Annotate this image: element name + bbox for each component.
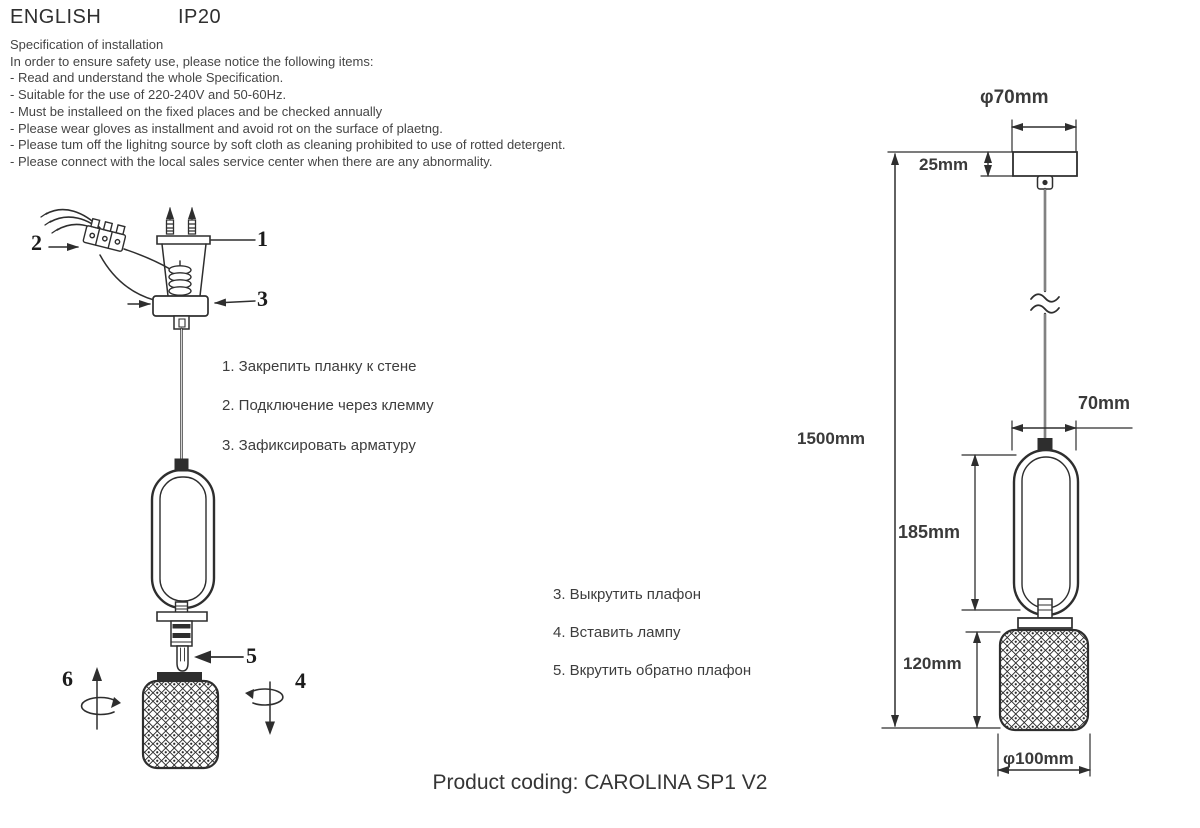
unscrew-rotation-arrow xyxy=(82,667,121,729)
canopy-drawing xyxy=(153,296,208,316)
product-coding: Product coding: CAROLINA SP1 V2 xyxy=(432,771,768,794)
leader-arrow-5 xyxy=(194,651,243,664)
bulb-instruction-5: 5. Вкрутить обратно плафон xyxy=(553,662,752,679)
callout-5-bulb: 5 xyxy=(246,643,257,668)
mount-instruction-1: 1. Закрепить планку к стене xyxy=(222,358,417,375)
specification-block xyxy=(10,37,565,171)
leader-line-3 xyxy=(215,301,255,303)
mount-instruction-2: 2. Подключение через клемму xyxy=(222,397,434,414)
spec-title: Specification of installation xyxy=(10,37,164,52)
frame-ring-side-view xyxy=(1014,438,1078,615)
dim-frame-height xyxy=(962,455,1020,610)
socket-assembly-drawing xyxy=(157,602,207,646)
label-total-height: 1500mm xyxy=(797,429,866,448)
label-frame-width: 70mm xyxy=(1078,393,1131,413)
dim-canopy-height xyxy=(981,152,1013,176)
callout-6-unscrew: 6 xyxy=(62,666,73,691)
bulb-instruction-4: 4. Вставить лампу xyxy=(553,624,681,641)
spec-item: - Suitable for the use of 220-240V and 50-60Hz. xyxy=(10,87,287,103)
spec-item: - Please wear gloves as installment and avoid rot on the surface of plaetng. xyxy=(10,120,443,136)
canopy-side-view xyxy=(1013,152,1077,176)
socket-side-view xyxy=(1018,599,1072,628)
callout-1-bracket: 1 xyxy=(257,226,268,251)
shade-drawing xyxy=(143,672,218,768)
cable-side-view xyxy=(1031,176,1059,438)
dim-shade-height xyxy=(966,632,1000,727)
dim-frame-width xyxy=(1012,421,1132,450)
label-frame-height: 185mm xyxy=(898,522,961,542)
callout-4-screw-in: 4 xyxy=(295,668,306,693)
label-canopy-height: 25mm xyxy=(919,155,969,174)
label-canopy-diameter: φ70mm xyxy=(980,87,1049,108)
spec-item: - Please connect with the local sales service center when there are any abnormality. xyxy=(10,153,493,169)
label-shade-diameter: φ100mm xyxy=(1003,749,1074,768)
header-ip-rating: IP20 xyxy=(178,6,222,28)
bulb-instruction-3: 3. Выкрутить плафон xyxy=(553,586,701,603)
callout-3-canopy: 3 xyxy=(257,286,268,311)
header-language: ENGLISH xyxy=(10,6,102,28)
coil-spring-drawing xyxy=(169,261,191,295)
label-shade-height: 120mm xyxy=(903,654,962,673)
spec-item: - Must be installeed on the fixed places and be checked annually xyxy=(10,103,383,119)
assembly-drawing xyxy=(41,208,283,768)
dimension-drawing xyxy=(882,120,1132,776)
spec-item: - Read and understand the whole Specification. xyxy=(10,70,284,86)
internal-wires-drawing xyxy=(100,249,172,301)
callout-2-terminal: 2 xyxy=(31,230,42,255)
mounting-bracket-drawing xyxy=(157,236,210,244)
spec-intro: In order to ensure safety use, please notice the following items: xyxy=(10,53,374,69)
shade-side-view xyxy=(1000,630,1088,730)
suspension-cable-drawing xyxy=(174,316,189,460)
mounting-screws-drawing xyxy=(167,208,196,234)
mount-instruction-3: 3. Зафиксировать арматуру xyxy=(222,437,416,454)
break-symbol xyxy=(1031,294,1059,313)
frame-ring-drawing xyxy=(152,459,214,608)
bulb-drawing xyxy=(177,646,188,671)
dim-canopy-diameter xyxy=(1012,120,1076,152)
screw-rotation-arrow xyxy=(245,682,283,735)
spec-item: - Please tum off the lighitng source by soft cloth as cleaning prohibited to use of rotted detergent. xyxy=(10,137,566,153)
